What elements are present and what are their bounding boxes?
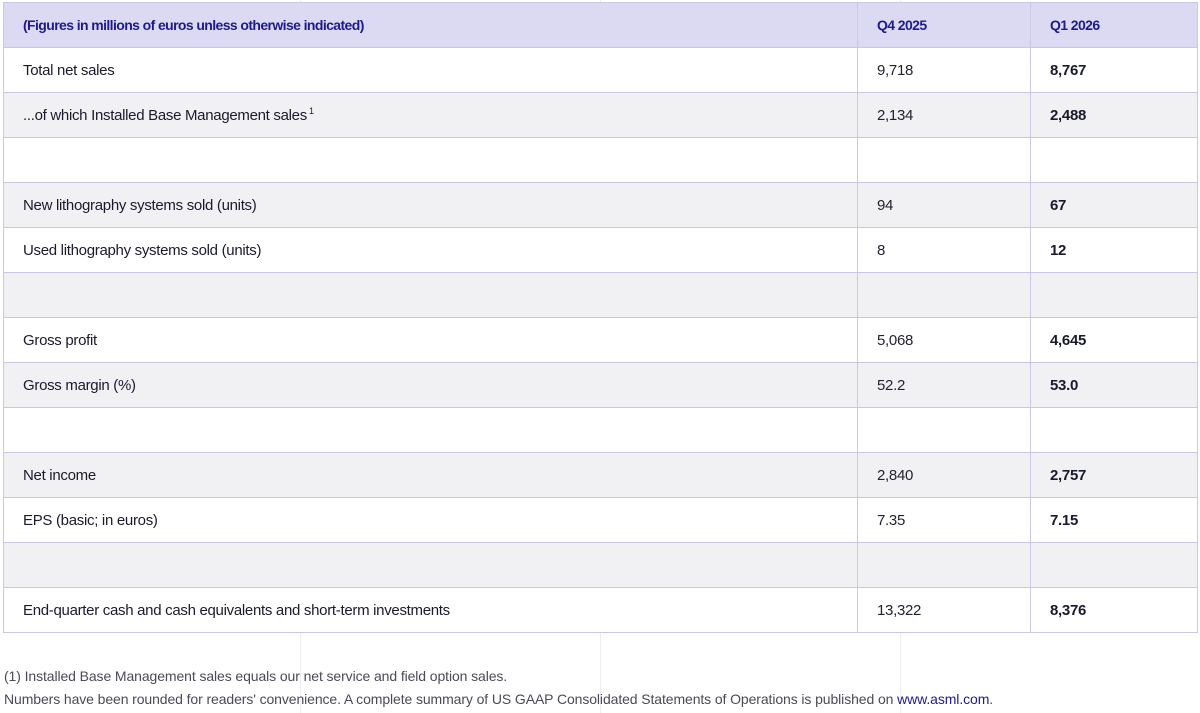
- footnote-ibm-definition: (1) Installed Base Management sales equals our net service and field option sales.: [4, 668, 508, 684]
- table-row: [4, 93, 1198, 138]
- q1-2026-value: 12: [1031, 228, 1198, 273]
- financial-summary-table: [3, 2, 1198, 633]
- row-label: New lithography systems sold (units): [4, 183, 858, 228]
- q4-2025-value: [858, 138, 1031, 183]
- footnote-rounding: [4, 691, 993, 707]
- q4-2025-value: 7.35: [858, 498, 1031, 543]
- row-label: Gross margin (%): [4, 363, 858, 408]
- q1-2026-value: 7.15: [1031, 498, 1198, 543]
- table-row: [4, 183, 1198, 228]
- q4-2025-value: 8: [858, 228, 1031, 273]
- footnote-period: .: [989, 691, 994, 707]
- table-spacer-row: [4, 138, 1198, 183]
- header-q4-2025: Q4 2025: [858, 3, 1031, 48]
- row-label: Used lithography systems sold (units): [4, 228, 858, 273]
- q4-2025-value: 94: [858, 183, 1031, 228]
- q4-2025-value: [858, 408, 1031, 453]
- table-header-row: [4, 3, 1198, 48]
- q1-2026-value: 2,488: [1031, 93, 1198, 138]
- table-row: [4, 228, 1198, 273]
- table-spacer-row: [4, 408, 1198, 453]
- asml-website-link[interactable]: www.asml.com: [897, 691, 990, 707]
- footnote-rounding-text: Numbers have been rounded for readers' convenience. A complete summary of US GAAP Consolidated Statements of Operations is published on: [4, 691, 898, 707]
- row-label: ...of which Installed Base Management sales $^1$: [4, 93, 858, 138]
- row-label: End-quarter cash and cash equivalents and short-term investments: [4, 588, 858, 633]
- row-label: EPS (basic; in euros): [4, 498, 858, 543]
- q1-2026-value: 4,645: [1031, 318, 1198, 363]
- table-row: [4, 498, 1198, 543]
- row-label: [4, 273, 858, 318]
- table-spacer-row: [4, 273, 1198, 318]
- q1-2026-value: [1031, 138, 1198, 183]
- table-row: [4, 453, 1198, 498]
- table-spacer-row: [4, 543, 1198, 588]
- q1-2026-value: [1031, 543, 1198, 588]
- q4-2025-value: 2,134: [858, 93, 1031, 138]
- q4-2025-value: 2,840: [858, 453, 1031, 498]
- q4-2025-value: 9,718: [858, 48, 1031, 93]
- q4-2025-value: 13,322: [858, 588, 1031, 633]
- q1-2026-value: 67: [1031, 183, 1198, 228]
- header-q1-2026: Q1 2026: [1031, 3, 1198, 48]
- table-row: [4, 363, 1198, 408]
- q1-2026-value: 8,376: [1031, 588, 1198, 633]
- footnote-marker: 1: [308, 106, 314, 116]
- q4-2025-value: [858, 543, 1031, 588]
- q4-2025-value: [858, 273, 1031, 318]
- q4-2025-value: 52.2: [858, 363, 1031, 408]
- q1-2026-value: 53.0: [1031, 363, 1198, 408]
- row-label: Net income: [4, 453, 858, 498]
- table-row: [4, 48, 1198, 93]
- q1-2026-value: [1031, 408, 1198, 453]
- row-label: [4, 543, 858, 588]
- header-units-label: (Figures in millions of euros unless otherwise indicated): [4, 3, 858, 48]
- row-label: Total net sales: [4, 48, 858, 93]
- q1-2026-value: [1031, 273, 1198, 318]
- q4-2025-value: 5,068: [858, 318, 1031, 363]
- table-row: [4, 588, 1198, 633]
- table-row: [4, 318, 1198, 363]
- q1-2026-value: 2,757: [1031, 453, 1198, 498]
- q1-2026-value: 8,767: [1031, 48, 1198, 93]
- row-label: [4, 138, 858, 183]
- row-label: [4, 408, 858, 453]
- row-label: Gross profit: [4, 318, 858, 363]
